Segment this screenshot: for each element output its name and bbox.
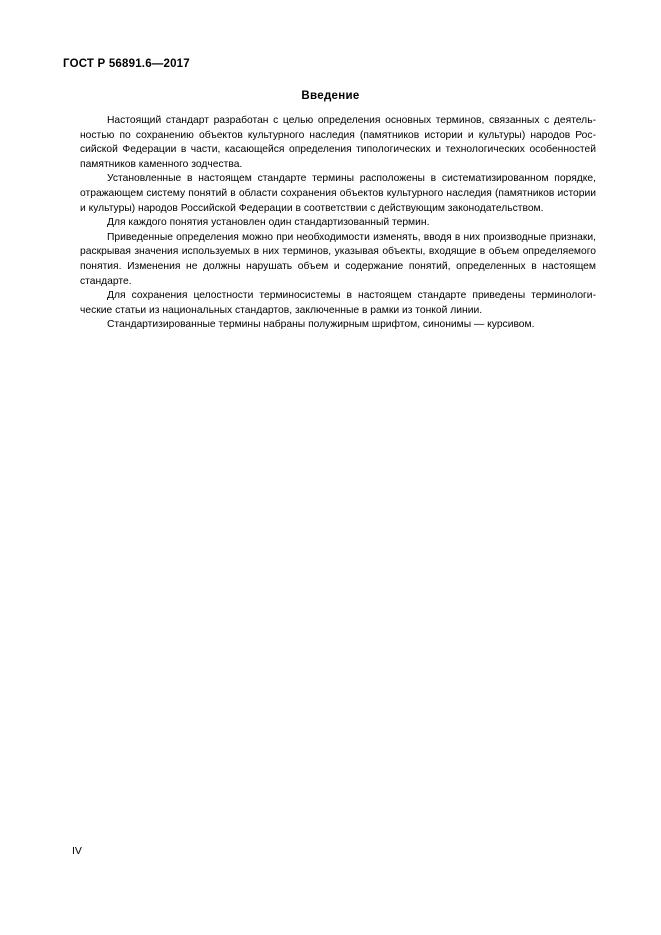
section-title: Введение (301, 90, 360, 102)
paragraph: Установленные в настоящем стандарте термины расположены в систематизированном порядке, отражающем систему понятий в области сохранения объектов культурного наследия (памятников истории и культуры) народов Российской Федерации в соответствии с действующим законодательством. (80, 173, 596, 214)
body-text-block (80, 114, 596, 333)
page-number: IV (72, 845, 82, 857)
paragraph: Для сохранения целостности терминосистемы в настоящем стандарте приведены терминологические статьи из национальных стандартов, заключенные в рамки из тонкой линии. (80, 290, 596, 316)
paragraph: Приведенные определения можно при необходимости изменять, вводя в них производные признаки, раскрывая значения используемых в них терминов, указывая объекты, входящие в объем определяемого понятия. Изменения не должны нарушать объем и содержание понятий, определенных в настоящем стандарте. (80, 231, 596, 287)
paragraph: Стандартизированные термины набраны полужирным шрифтом, синонимы — курсивом. (107, 319, 535, 331)
paragraph: Для каждого понятия установлен один стандартизованный термин. (107, 217, 430, 229)
paragraph: Настоящий стандарт разработан с целью определения основных терминов, связанных с деятельностью по сохранению объектов культурного наследия (памятников истории и культуры) народов Российской Федерации в части, касающейся определения типологических и технологических особенностей памятников каменного зодчества. (80, 115, 596, 170)
standard-number-header: ГОСТ Р 56891.6—2017 (63, 58, 190, 70)
